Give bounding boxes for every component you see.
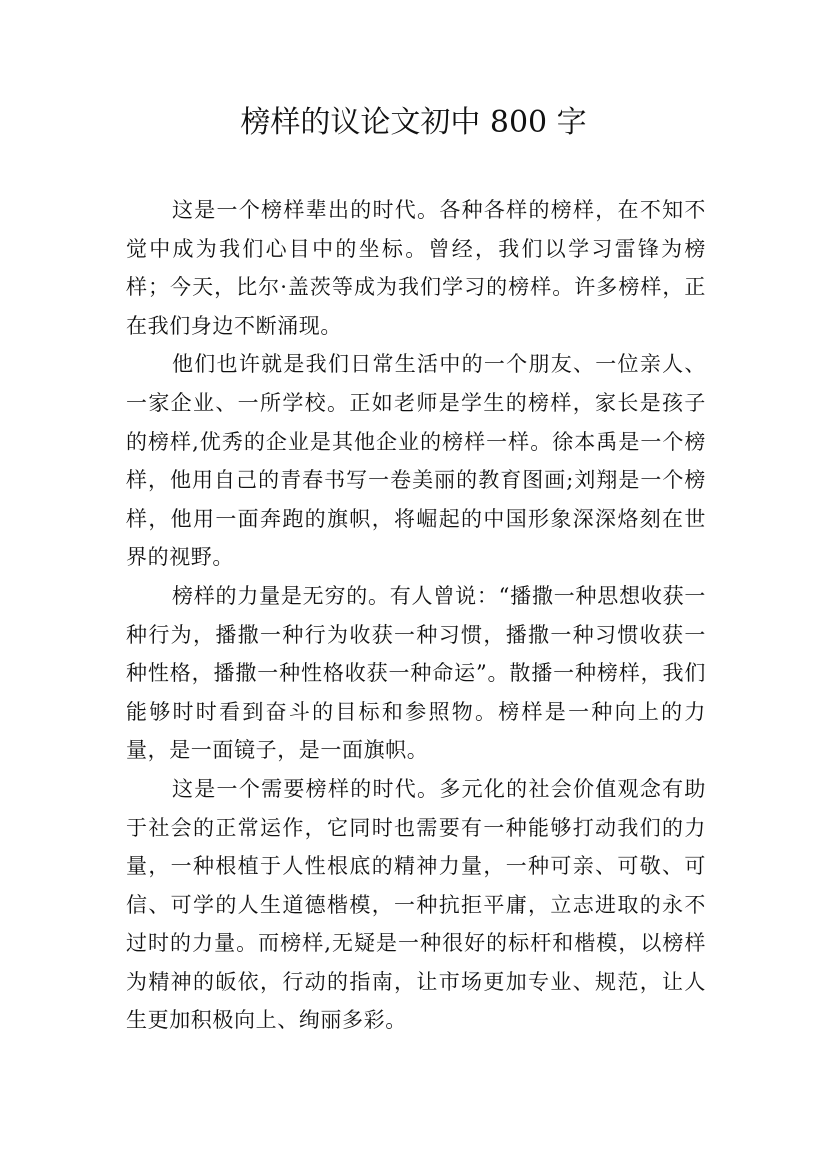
document-title: 榜样的议论文初中 800 字 [240,105,587,140]
paragraph-3: 榜样的力量是无穷的。有人曾说：“播撒一种思想收获一种行为，播撒一种行为收获一种习惯，播撒一种习惯收获一种性格，播撒一种性格收获一种命运”。散播一种榜样，我们能够时时看到奋斗的目标和参照物。榜样是一种向上的力量，是一面镜子，是一面旗帜。 [126,583,706,763]
document-body [126,191,706,1040]
paragraph-2: 他们也许就是我们日常生活中的一个朋友、一位亲人、一家企业、一所学校。正如老师是学生的榜样，家长是孩子的榜样,优秀的企业是其他企业的榜样一样。徐本禹是一个榜样，他用自己的青春书写一卷美丽的教育图画;刘翔是一个榜样，他用一面奔跑的旗帜，将崛起的中国形象深深烙刻在世界的视野。 [126,352,706,570]
paragraph-4: 这是一个需要榜样的时代。多元化的社会价值观念有助于社会的正常运作，它同时也需要有一种能够打动我们的力量，一种根植于人性根底的精神力量，一种可亲、可敬、可信、可学的人生道德楷模，一种抗拒平庸，立志进取的永不过时的力量。而榜样,无疑是一种很好的标杆和楷模，以榜样为精神的皈依，行动的指南，让市场更加专业、规范，让人生更加积极向上、绚丽多彩。 [126,776,706,1033]
paragraph-1: 这是一个榜样辈出的时代。各种各样的榜样，在不知不觉中成为我们心目中的坐标。曾经，我们以学习雷锋为榜样；今天，比尔·盖茨等成为我们学习的榜样。许多榜样，正在我们身边不断涌现。 [126,198,706,338]
